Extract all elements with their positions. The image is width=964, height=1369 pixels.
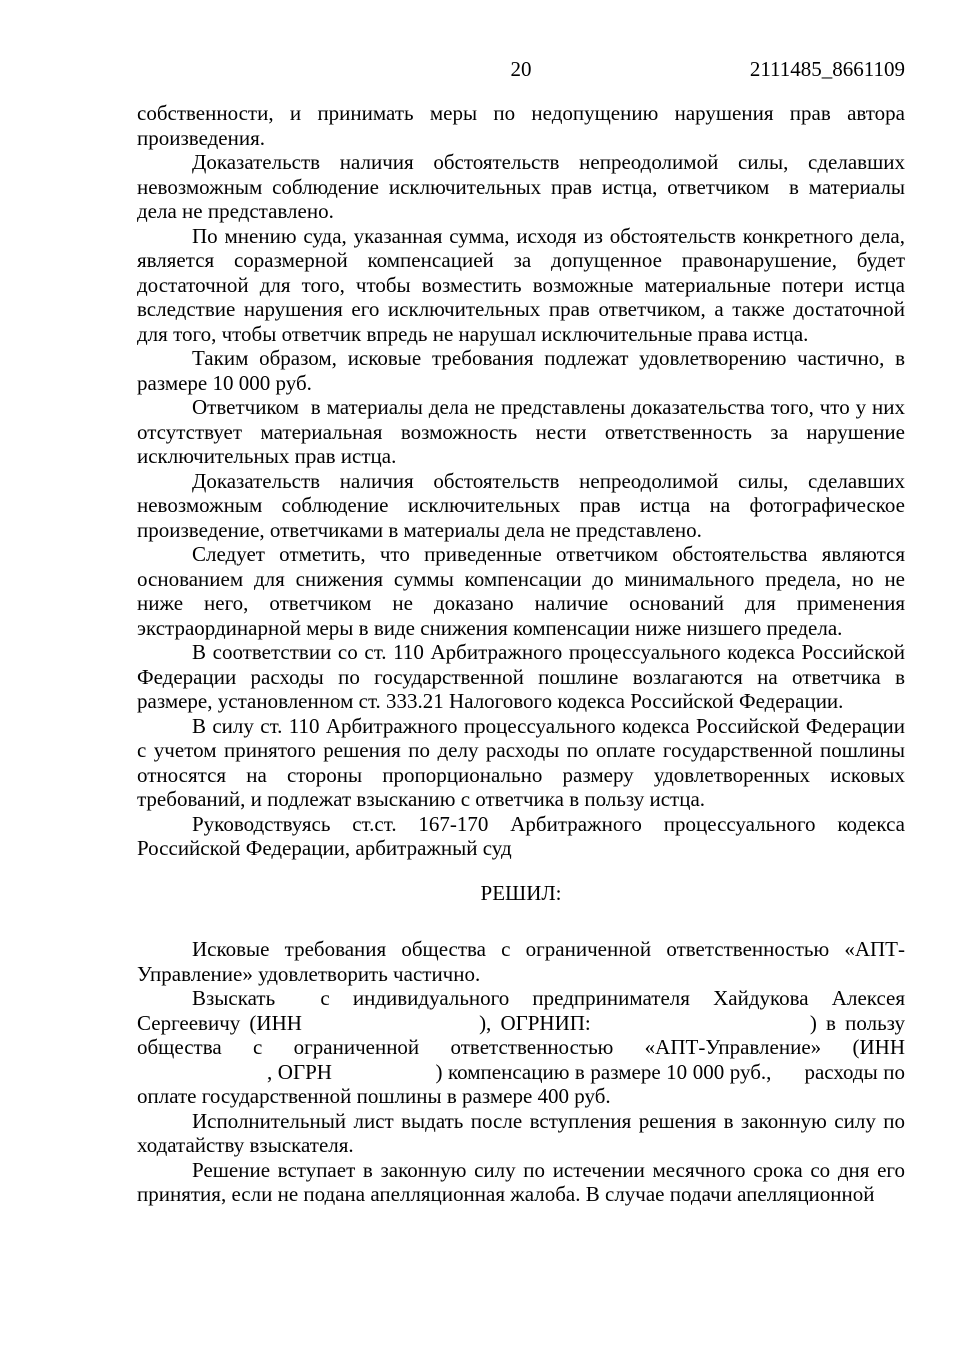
paragraph: Следует отметить, что приведенные ответчиком обстоятельства являются основанием для снижения суммы компенсации до минимального предела, но не ниже него, ответчиком не доказано наличие оснований для применения экстраординарной меры в виде снижения компенсации ниже низшего предела. xyxy=(137,542,905,640)
paragraph: В силу ст. 110 Арбитражного процессуального кодекса Российской Федерации с учетом принятого решения по делу расходы по оплате государственной пошлины относятся на стороны пропорционально размеру удовлетворенных исковых требований, и подлежат взысканию с ответчика в пользу истца. xyxy=(137,713,905,811)
page-number: 20 xyxy=(510,57,532,81)
paragraph: Взыскать с индивидуального предпринимателя Хайдукова Алексея Сергеевичу (ИНН ), ОГРНИП: ) в пользу общества с ограниченной ответственностью «АПТ-Управление» (ИНН , ОГРН ) компенсацию в размере 10 000 руб., расходы по оплате государственной пошлины в размере 400 руб. xyxy=(137,986,905,1108)
paragraph: Доказательств наличия обстоятельств непреодолимой силы, сделавших невозможным соблюдение исключительных прав истца на фотографическое произведение, ответчиками в материалы дела не представлено. xyxy=(137,468,905,542)
paragraph: собственности, и принимать меры по недопущению нарушения прав автора произведения. xyxy=(137,101,905,150)
redaction-gap xyxy=(337,1077,435,1079)
paragraph: Исполнительный лист выдать после вступления решения в законную силу по ходатайству взыскателя. xyxy=(137,1108,905,1157)
document-body xyxy=(137,101,905,1207)
redaction-gap xyxy=(137,1077,267,1079)
paragraph: По мнению суда, указанная сумма, исходя из обстоятельств конкретного дела, является соразмерной компенсацией за допущенное правонарушение, будет достаточной для того, чтобы возместить возможные материальные потери истца вследствие нарушения его исключительных прав ответчиком, а также достаточной для того, чтобы ответчик впредь не нарушал исключительные права истца. xyxy=(137,223,905,346)
document-id: 2111485_8661109 xyxy=(749,57,905,81)
page-header xyxy=(137,57,905,82)
paragraph: Решение вступает в законную силу по истечении месячного срока со дня его принятия, если не подана апелляционная жалоба. В случае подачи апелляционной xyxy=(137,1157,905,1206)
paragraph: Руководствуясь ст.ст. 167-170 Арбитражного процессуального кодекса Российской Федерации, арбитражный суд xyxy=(137,811,905,860)
paragraph: Доказательств наличия обстоятельств непреодолимой силы, сделавших невозможным соблюдение исключительных прав истца, ответчиком в материалы дела не представлено. xyxy=(137,150,905,223)
redaction-gap xyxy=(311,1028,479,1030)
redaction-gap xyxy=(600,1028,810,1030)
paragraph: Ответчиком в материалы дела не представлены доказательства того, что у них отсутствует материальная возможность нести ответственность за нарушение исключительных прав истца. xyxy=(137,395,905,468)
redaction-gap xyxy=(777,1077,799,1079)
redaction-gap xyxy=(275,1003,297,1005)
paragraph: Таким образом, исковые требования подлежат удовлетворению частично, в размере 10 000 руб. xyxy=(137,346,905,395)
paragraph: Исковые требования общества с ограниченной ответственностью «АПТ-Управление» удовлетворить частично. xyxy=(137,937,905,986)
resolution-heading: РЕШИЛ: xyxy=(480,880,562,905)
paragraph: В соответствии со ст. 110 Арбитражного процессуального кодекса Российской Федерации расходы по государственной пошлине возлагаются на ответчика в размере, установленном ст. 333.21 Налогового кодекса Российской Федерации. xyxy=(137,640,905,713)
